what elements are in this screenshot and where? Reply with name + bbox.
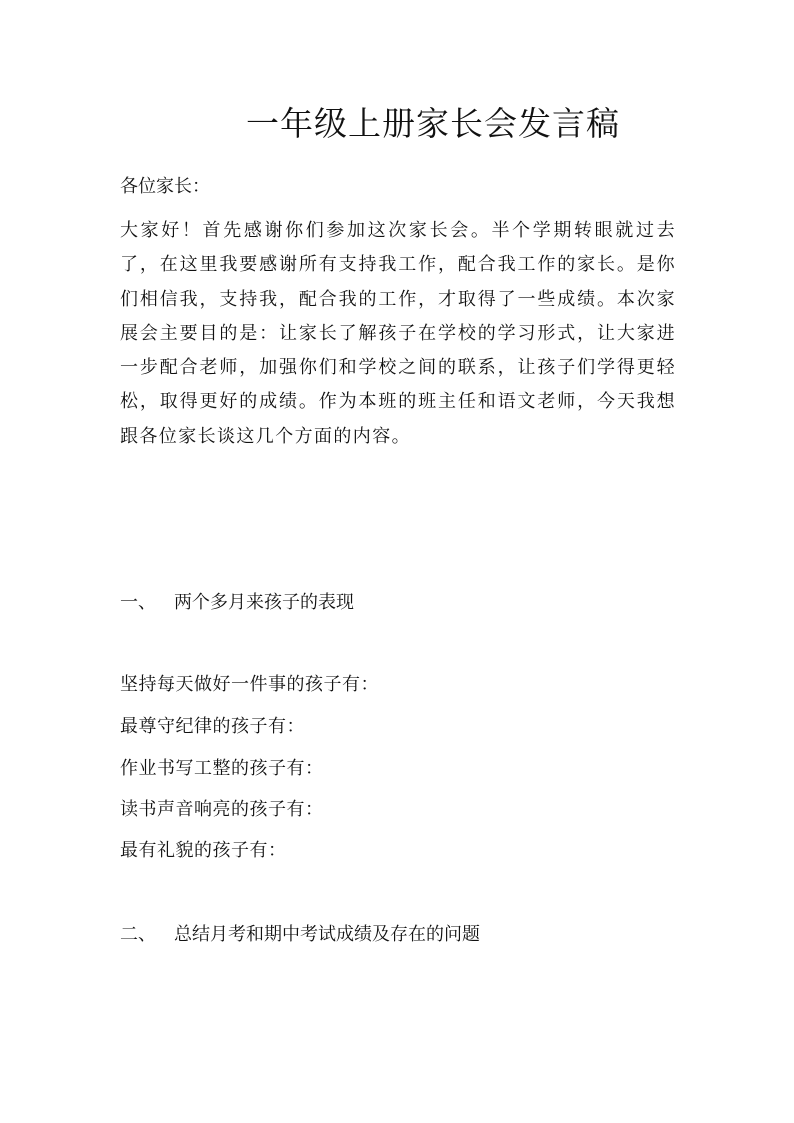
section-number: 一、 — [120, 592, 156, 613]
list-item: 最有礼貌的孩子有： — [120, 840, 287, 861]
list-item: 作业书写工整的孩子有： — [120, 758, 324, 779]
list-item: 最尊守纪律的孩子有： — [120, 716, 305, 737]
section-heading-2 — [120, 922, 480, 948]
greeting: 各位家长： — [120, 176, 210, 197]
section-title: 总结月考和期中考试成绩及存在的问题 — [174, 924, 480, 945]
list-item: 坚持每天做好一件事的孩子有： — [120, 674, 379, 695]
section-heading-1 — [120, 590, 354, 616]
section-title: 两个多月来孩子的表现 — [174, 592, 354, 613]
intro-paragraph: 大家好！首先感谢你们参加这次家长会。半个学期转眼就过去了，在这里我要感谢所有支持我工作，配合我工作的家长。是你们相信我，支持我，配合我的工作，才取得了一些成绩。本次家展会主要目的是：让家长了解孩子在学校的学习形式，让大家进一步配合老师，加强你们和学校之间的联系，让孩子们学得更轻松，取得更好的成绩。作为本班的班主任和语文老师，今天我想跟各位家长谈这几个方面的内容。 — [120, 220, 676, 447]
section-number: 二、 — [120, 924, 156, 945]
list-item: 读书声音响亮的孩子有： — [120, 799, 324, 820]
document-title: 一年级上册家长会发言稿 — [246, 104, 620, 143]
